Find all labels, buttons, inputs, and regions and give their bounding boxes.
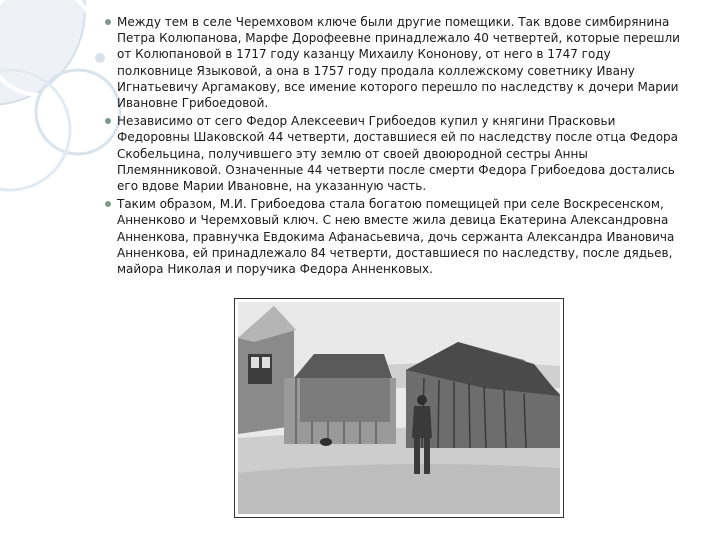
bullet-item bbox=[105, 196, 690, 277]
bullet-text: Независимо от сего Федор Алексеевич Грибоедов купил у княгини Прасковьи Федоровны Шаковской 44 четверти, доставшиеся ей по наследству после отца Федора Скобельцина, получившего эту землю от своей двоюродной сестры Анны Племянниковой. Означенные 44 четверти после смерти Федора Грибоедова достались его вдове Марии Ивановне, на указанную часть. bbox=[117, 114, 679, 194]
slide-body bbox=[105, 14, 690, 279]
bullet-item bbox=[105, 14, 690, 111]
village-photo bbox=[234, 298, 564, 518]
bullet-icon bbox=[105, 201, 111, 207]
bullet-item bbox=[105, 113, 690, 194]
bullet-icon bbox=[105, 118, 111, 124]
bullet-icon bbox=[105, 19, 111, 25]
bullet-text: Таким образом, М.И. Грибоедова стала богатою помещицей при селе Воскресенском, Анненково и Черемховый ключ. С нею вместе жила девица Екатерина Александровна Анненкова, правнучка Евдокима Афанасьевича, дочь сержанта Александра Ивановича Анненкова, ей принадлежало 84 четверти, доставшиеся по наследству, после дядьев, майора Николая и поручика Федора Анненковых. bbox=[117, 197, 675, 277]
bullet-text: Между тем в селе Черемховом ключе были другие помещики. Так вдове симбирянина Петра Колюпанова, Марфе Дорофеевне принадлежало 40 четвертей, которые перешли от Колюпановой в 1717 году казанцу Михаилу Кононову, от него в 1747 году полковнице Языковой, а она в 1757 году продала коллежскому советнику Ивану Игнатьевичу Аргамакову, все имение которого перешло по наследству к дочери Марии Ивановне Грибоедовой. bbox=[117, 15, 680, 111]
